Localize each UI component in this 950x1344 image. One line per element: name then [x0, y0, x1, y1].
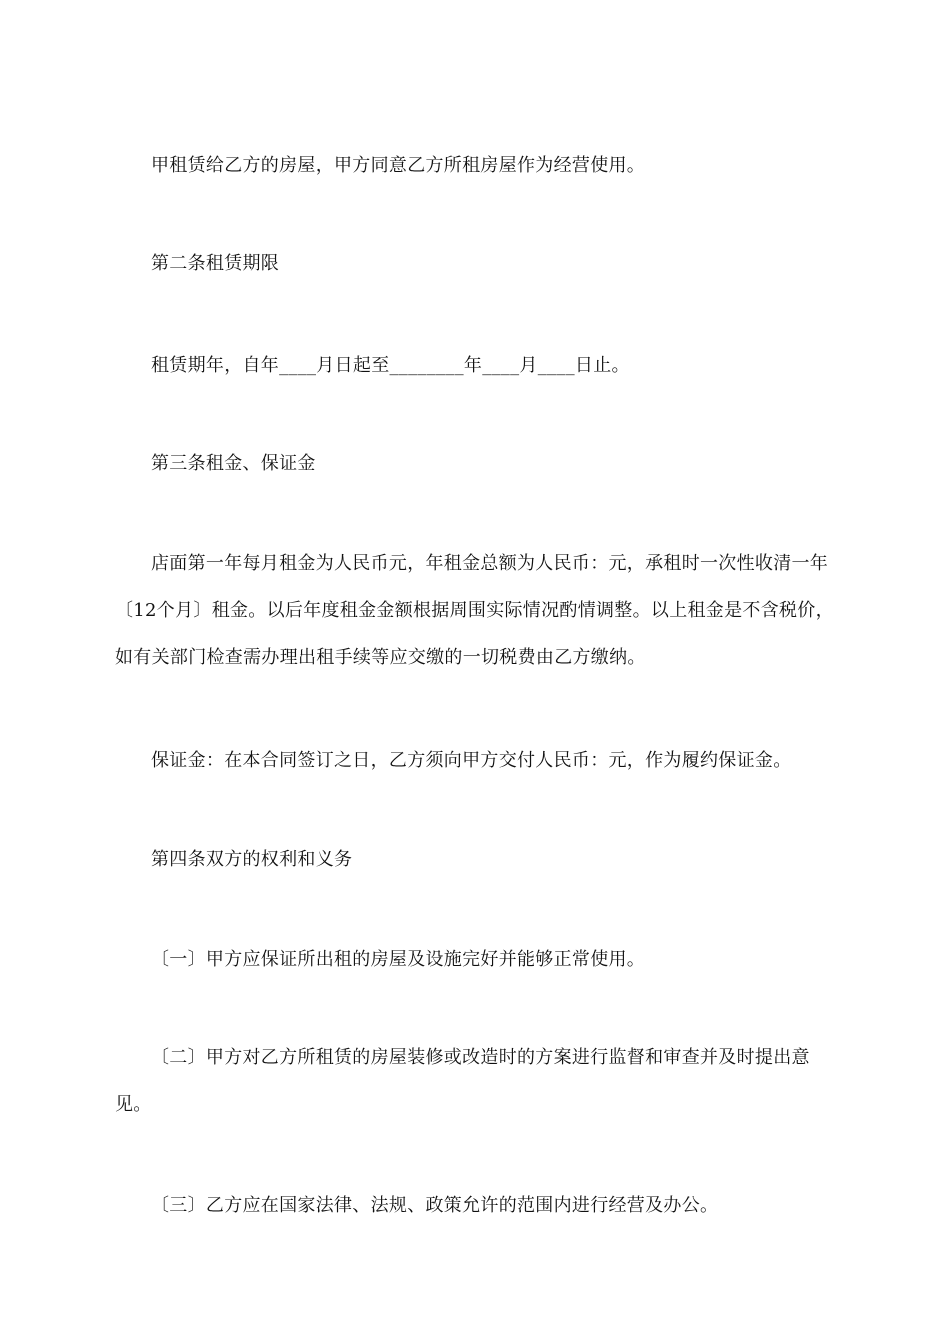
heading-article-3-rent-deposit: 第三条租金、保证金 [151, 453, 316, 474]
heading-article-4-rights-obligations: 第四条双方的权利和义务 [151, 849, 353, 870]
heading-article-2-lease-term: 第二条租赁期限 [151, 253, 280, 274]
paragraph-rent-terms: 店面第一年每月租金为人民币元，年租金总额为人民币：元，承租时一次性收清一年〔12个月〕租金。以后年度租金金额根据周围实际情况酌情调整。以上租金是不含税价，如有关部门检查需办理出租手续等应交缴的一切税费由乙方缴纳。 [115, 553, 834, 668]
paragraph-clause-1: 〔一〕甲方应保证所出租的房屋及设施完好并能够正常使用。 [151, 949, 646, 970]
paragraph-clause-3: 〔三〕乙方应在国家法律、法规、政策允许的范围内进行经营及办公。 [151, 1195, 719, 1216]
paragraph-clause-2: 〔二〕甲方对乙方所租赁的房屋装修或改造时的方案进行监督和审查并及时提出意见。 [115, 1047, 810, 1115]
paragraph-lease-period: 租赁期年，自年____月日起至________年____月____日止。 [151, 355, 630, 376]
paragraph-deposit: 保证金：在本合同签订之日，乙方须向甲方交付人民币：元，作为履约保证金。 [151, 750, 792, 771]
paragraph-premises-use: 甲租赁给乙方的房屋，甲方同意乙方所租房屋作为经营使用。 [151, 155, 646, 176]
